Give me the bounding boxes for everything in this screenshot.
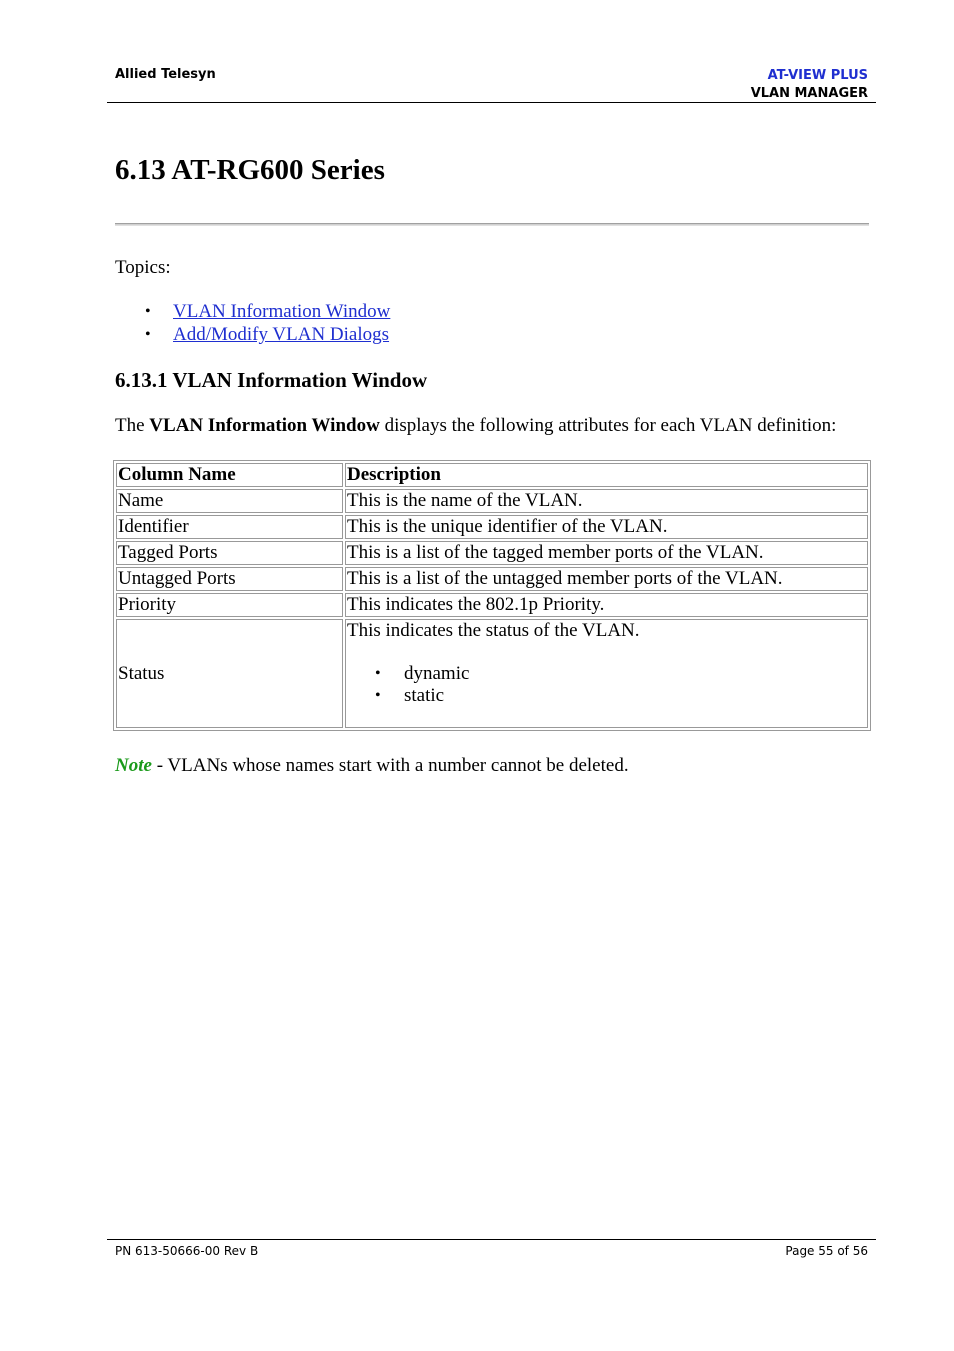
status-value-static: static: [404, 685, 445, 706]
cell-description: [345, 619, 868, 728]
table-row: [116, 593, 868, 617]
table-row-status: [116, 619, 868, 728]
column-header-name: Column Name: [116, 463, 343, 487]
topic-link-vlan-information-window[interactable]: VLAN Information Window: [173, 301, 391, 322]
bullet-icon: •: [145, 326, 151, 343]
table-row: [116, 489, 868, 513]
cell-description: This is the name of the VLAN.: [345, 489, 868, 513]
status-values-list: [347, 663, 866, 707]
status-value-dynamic: dynamic: [404, 663, 470, 684]
attributes-table: [113, 460, 871, 731]
list-item: [145, 323, 390, 346]
bullet-icon: •: [375, 665, 381, 682]
header-divider: [107, 102, 876, 103]
intro-suffix: displays the following attributes for each VLAN definition:: [379, 415, 837, 436]
subsection-title: 6.13.1 VLAN Information Window: [115, 368, 428, 392]
list-item: [145, 300, 390, 323]
topic-link-add-modify-vlan-dialogs[interactable]: Add/Modify VLAN Dialogs: [173, 324, 390, 345]
header-product-block: [751, 67, 868, 103]
cell-description: This indicates the 802.1p Priority.: [345, 593, 868, 617]
cell-name: Untagged Ports: [116, 567, 343, 591]
page-title: 6.13 AT-RG600 Series: [115, 154, 385, 186]
cell-name: Identifier: [116, 515, 343, 539]
header-module: VLAN MANAGER: [750, 86, 868, 101]
intro-bold: VLAN Information Window: [149, 415, 380, 436]
note-text: - VLANs whose names start with a number cannot be deleted.: [151, 755, 629, 776]
table-row: [116, 567, 868, 591]
status-description: This indicates the status of the VLAN.: [347, 620, 640, 641]
bullet-icon: •: [375, 687, 381, 704]
note-paragraph: [115, 755, 629, 777]
table-row: [116, 515, 868, 539]
list-item: [347, 685, 866, 707]
footer-page-number: Page 55 of 56: [785, 1244, 868, 1258]
column-header-description: Description: [345, 463, 868, 487]
header-company: Allied Telesyn: [115, 67, 216, 82]
cell-name: Priority: [116, 593, 343, 617]
table-row: [116, 541, 868, 565]
cell-description: This is the unique identifier of the VLAN.: [345, 515, 868, 539]
cell-description: This is a list of the tagged member ports of the VLAN.: [345, 541, 868, 565]
intro-paragraph: [115, 415, 836, 437]
cell-name: Name: [116, 489, 343, 513]
topics-list: [145, 300, 390, 346]
topics-label: Topics:: [115, 257, 171, 278]
footer-part-number: PN 613-50666-00 Rev B: [115, 1244, 259, 1258]
intro-prefix: The: [115, 415, 150, 436]
bullet-icon: •: [145, 303, 151, 320]
cell-description: This is a list of the untagged member ports of the VLAN.: [345, 567, 868, 591]
title-divider: [115, 223, 869, 226]
table-header-row: [116, 463, 868, 487]
footer-divider: [107, 1239, 876, 1240]
list-item: [347, 663, 866, 685]
header-product: AT-VIEW PLUS: [767, 68, 868, 83]
cell-name: Status: [116, 619, 343, 728]
note-label: Note: [115, 755, 152, 776]
cell-name: Tagged Ports: [116, 541, 343, 565]
